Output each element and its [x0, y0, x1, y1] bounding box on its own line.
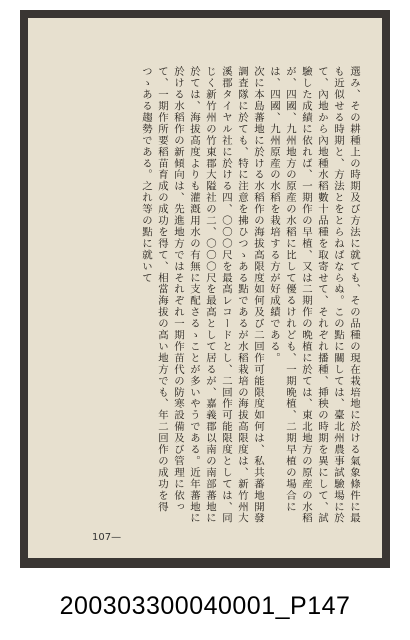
- book-page: [28, 18, 382, 558]
- body-text: [40, 66, 362, 531]
- paragraph-2: 次に本島蕃地に於ける水稻作の海拔高限度如何及び二回作可能限度如何は、私共蕃地開發調査隊に於ても、特に注意を拂ひつゝある點であるが水稻栽培の海拔高限度は、新竹州大溪郡タイヤル社に於ける四、〇〇〇尺を最高レコードとし、二回作可能限度としては、同じく新竹州の竹東郡大隘社の二、〇〇〇尺を最高として居るが、嘉義郡以南の南部蕃地に於ては、海拔高度よりも灌漑用水の有無に支配さるゝことが多いやうである。近年蕃地に於ける水稻作の新傾向は、先進地方ではそれぞれ一期作苗代の防寒設備及び管理に依って、一期作所要稻苗育成の成功を得て、相當海拔の高い地方でも、年二回作の成功を得つゝある趨勢である。之れ等の點に就いて: [140, 66, 264, 524]
- image-caption: 200303300040001_P147: [59, 592, 351, 620]
- paragraph-1: 選み、その耕種上の時期及び方法に就ても、その品種の現在栽培地に於ける氣象條件に最も近似せる時期と、方法とをとらねばならぬ。この點に關しては、臺北州農事試驗場に於て、內地から內地種水稻數十品種を取寄せて、それぞれ播種、挿秧の時期を異にして、試驗した成績に依れば、一期作の早植、又は二期作の晩植に於ては、東北地方の原産の水稻が、四國、九州地方の原産の水稻に比して優るけれども、一期晩植、二期早植の場合には、四國、九州原産の水稻を栽培する方が好成績である。: [268, 66, 360, 524]
- page-number: 107—: [92, 532, 122, 543]
